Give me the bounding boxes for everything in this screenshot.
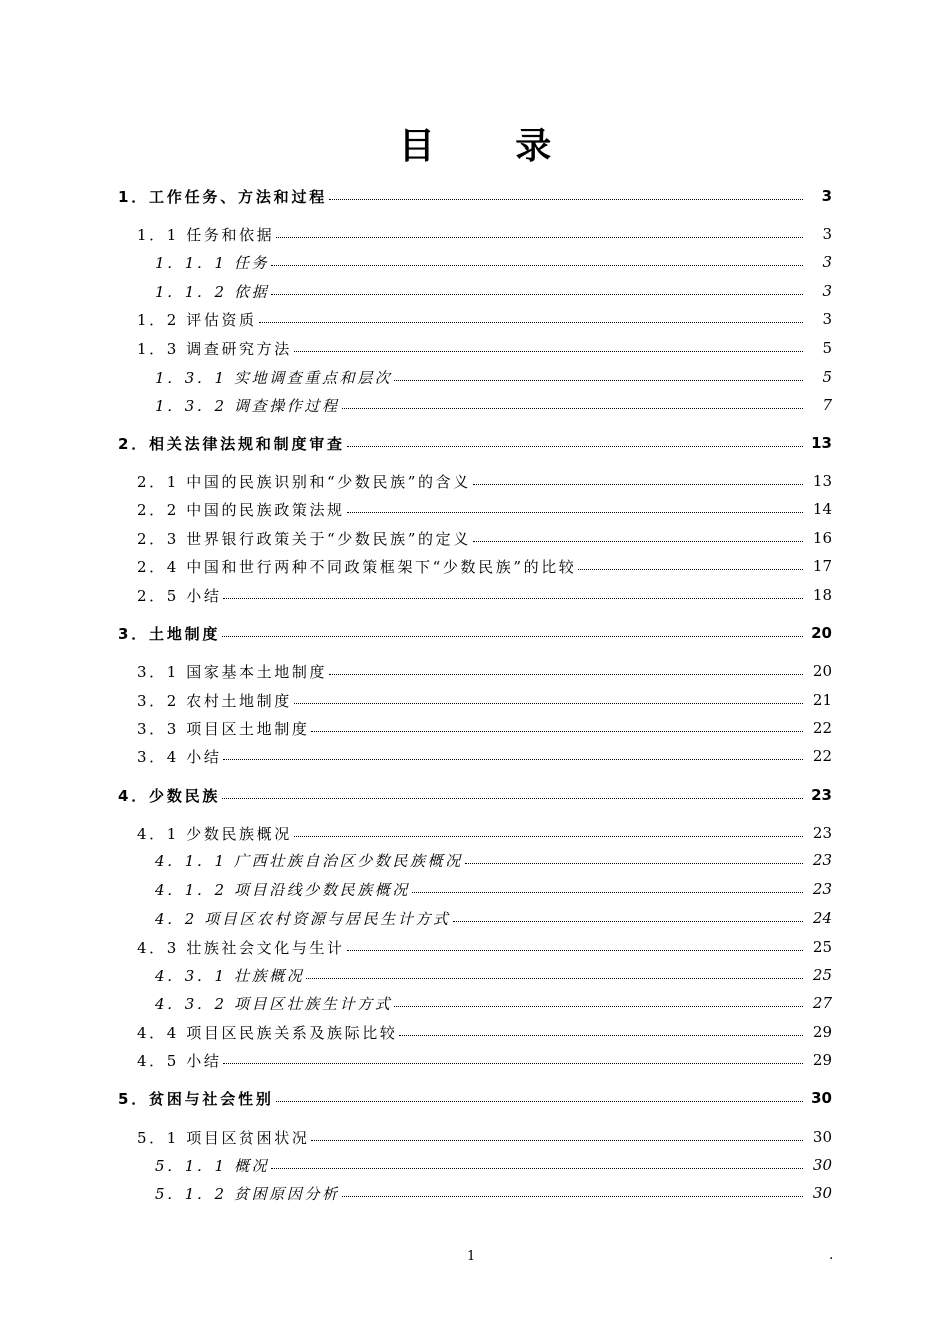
toc-entry[interactable] bbox=[0, 1049, 950, 1071]
toc-entry[interactable] bbox=[0, 1087, 950, 1109]
toc-entry-title: 4．2 项目区农村资源与居民生计方式 bbox=[155, 909, 451, 928]
toc-entry-title: 3．土地制度 bbox=[118, 624, 221, 643]
toc-entry-page: 3 bbox=[822, 282, 832, 300]
toc-entry[interactable] bbox=[0, 432, 950, 454]
toc-entry-title: 3．1 国家基本土地制度 bbox=[137, 662, 328, 681]
page-title: 目 录 bbox=[398, 126, 586, 167]
toc-dot-leader bbox=[412, 892, 803, 893]
toc-entry-title: 3．3 项目区土地制度 bbox=[137, 719, 310, 738]
toc-entry[interactable] bbox=[0, 470, 950, 492]
toc-entry-page: 17 bbox=[812, 557, 832, 575]
toc-entry-page: 5 bbox=[822, 339, 832, 357]
toc-entry[interactable] bbox=[0, 1182, 950, 1204]
toc-entry[interactable] bbox=[0, 745, 950, 767]
toc-entry[interactable] bbox=[0, 527, 950, 549]
toc-dot-leader bbox=[222, 798, 803, 799]
toc-dot-leader bbox=[223, 1063, 803, 1064]
toc-entry-title: 5．1 项目区贫困状况 bbox=[137, 1128, 310, 1147]
toc-entry-title: 1．工作任务、方法和过程 bbox=[118, 187, 328, 206]
toc-entry-page: 16 bbox=[812, 529, 832, 547]
toc-dot-leader bbox=[276, 1101, 803, 1102]
toc-dot-leader bbox=[271, 1168, 803, 1169]
toc-entry[interactable] bbox=[0, 936, 950, 958]
toc-dot-leader bbox=[223, 598, 803, 599]
toc-entry-page: 14 bbox=[812, 500, 832, 518]
toc-entry-page: 20 bbox=[811, 624, 832, 642]
toc-entry-title: 3．2 农村土地制度 bbox=[137, 691, 292, 710]
toc-entry[interactable] bbox=[0, 784, 950, 806]
toc-entry-title: 2．3 世界银行政策关于“少数民族”的定义 bbox=[137, 529, 471, 548]
toc-dot-leader bbox=[329, 199, 803, 200]
toc-entry[interactable] bbox=[0, 622, 950, 644]
toc-entry-page: 18 bbox=[812, 586, 832, 604]
toc-dot-leader bbox=[223, 759, 803, 760]
toc-entry-page: 22 bbox=[812, 719, 832, 737]
toc-entry-title: 4．3．1 壮族概况 bbox=[155, 966, 305, 985]
toc-entry-title: 4．4 项目区民族关系及族际比较 bbox=[137, 1023, 398, 1042]
toc-dot-leader bbox=[294, 351, 803, 352]
toc-entry-title: 2．5 小结 bbox=[137, 586, 222, 605]
toc-dot-leader bbox=[394, 380, 803, 381]
toc-entry-page: 29 bbox=[812, 1051, 832, 1069]
toc-dot-leader bbox=[222, 636, 803, 637]
toc-entry-page: 23 bbox=[812, 851, 832, 869]
toc-entry-title: 4．5 小结 bbox=[137, 1051, 222, 1070]
toc-entry-title: 5．1．1 概况 bbox=[155, 1156, 270, 1175]
toc-entry[interactable] bbox=[0, 689, 950, 711]
toc-entry[interactable] bbox=[0, 717, 950, 739]
toc-entry-page: 25 bbox=[812, 966, 832, 984]
toc-dot-leader bbox=[347, 950, 803, 951]
toc-entry-page: 5 bbox=[822, 368, 832, 386]
toc-dot-leader bbox=[306, 978, 803, 979]
toc-dot-leader bbox=[473, 484, 803, 485]
toc-entry-page: 13 bbox=[811, 434, 832, 452]
toc-entry[interactable] bbox=[0, 849, 950, 871]
toc-entry-title: 1．1 任务和依据 bbox=[137, 225, 275, 244]
toc-entry[interactable] bbox=[0, 1021, 950, 1043]
toc-entry[interactable] bbox=[0, 498, 950, 520]
toc-dot-leader bbox=[342, 1196, 803, 1197]
toc-entry[interactable] bbox=[0, 660, 950, 682]
toc-entry-page: 3 bbox=[822, 253, 832, 271]
toc-entry[interactable] bbox=[0, 1126, 950, 1148]
toc-dot-leader bbox=[259, 322, 803, 323]
toc-entry-page: 30 bbox=[812, 1156, 832, 1174]
toc-entry-title: 4．3．2 项目区壮族生计方式 bbox=[155, 994, 393, 1013]
toc-dot-leader bbox=[329, 674, 803, 675]
toc-entry[interactable] bbox=[0, 251, 950, 273]
toc-dot-leader bbox=[294, 703, 803, 704]
toc-dot-leader bbox=[294, 836, 803, 837]
toc-entry[interactable] bbox=[0, 964, 950, 986]
toc-entry-title: 1．3．2 调查操作过程 bbox=[155, 396, 340, 415]
toc-entry[interactable] bbox=[0, 584, 950, 606]
toc-entry-title: 1．2 评估资质 bbox=[137, 310, 257, 329]
toc-dot-leader bbox=[578, 569, 803, 570]
toc-entry-title: 4．3 壮族社会文化与生计 bbox=[137, 938, 345, 957]
toc-entry-page: 23 bbox=[811, 786, 832, 804]
toc-entry-page: 20 bbox=[812, 662, 832, 680]
toc-dot-leader bbox=[271, 265, 803, 266]
toc-entry[interactable] bbox=[0, 185, 950, 207]
toc-entry-title: 4．1．2 项目沿线少数民族概况 bbox=[155, 880, 410, 899]
toc-entry[interactable] bbox=[0, 878, 950, 900]
toc-entry-title: 1．3 调查研究方法 bbox=[137, 339, 292, 358]
toc-entry-page: 3 bbox=[821, 187, 832, 205]
toc-entry[interactable] bbox=[0, 1154, 950, 1176]
toc-dot-leader bbox=[347, 512, 803, 513]
toc-dot-leader bbox=[311, 1140, 803, 1141]
footer-mark: . bbox=[829, 1247, 834, 1263]
toc-entry-page: 24 bbox=[812, 909, 832, 927]
toc-entry-title: 2．相关法律法规和制度审查 bbox=[118, 434, 345, 453]
toc-entry-page: 25 bbox=[812, 938, 832, 956]
toc-entry-title: 1．1．1 任务 bbox=[155, 253, 270, 272]
toc-entry-title: 4．少数民族 bbox=[118, 786, 221, 805]
toc-entry[interactable] bbox=[0, 366, 950, 388]
toc-entry-page: 23 bbox=[812, 880, 832, 898]
toc-dot-leader bbox=[399, 1035, 803, 1036]
toc-entry-page: 13 bbox=[812, 472, 832, 490]
toc-entry[interactable] bbox=[0, 822, 950, 844]
toc-entry-page: 30 bbox=[812, 1184, 832, 1202]
toc-entry-title: 2．4 中国和世行两种不同政策框架下“少数民族”的比较 bbox=[137, 557, 577, 576]
toc-entry-title: 5．1．2 贫困原因分析 bbox=[155, 1184, 340, 1203]
toc-dot-leader bbox=[465, 863, 803, 864]
toc-dot-leader bbox=[311, 731, 803, 732]
toc-entry-page: 21 bbox=[812, 691, 832, 709]
toc-entry-page: 3 bbox=[822, 225, 832, 243]
toc-entry-page: 29 bbox=[812, 1023, 832, 1041]
toc-entry-page: 30 bbox=[811, 1089, 832, 1107]
toc-entry-page: 27 bbox=[812, 994, 832, 1012]
toc-entry[interactable] bbox=[0, 337, 950, 359]
toc-entry[interactable] bbox=[0, 555, 950, 577]
toc-entry-page: 23 bbox=[812, 824, 832, 842]
toc-dot-leader bbox=[473, 541, 803, 542]
toc-entry[interactable] bbox=[0, 394, 950, 416]
toc-dot-leader bbox=[271, 294, 803, 295]
toc-entry[interactable] bbox=[0, 992, 950, 1014]
toc-entry-title: 2．2 中国的民族政策法规 bbox=[137, 500, 345, 519]
toc-entry-title: 1．1．2 依据 bbox=[155, 282, 270, 301]
toc-dot-leader bbox=[347, 446, 803, 447]
toc-dot-leader bbox=[453, 921, 803, 922]
toc-entry-page: 30 bbox=[812, 1128, 832, 1146]
toc-entry[interactable] bbox=[0, 907, 950, 929]
toc-dot-leader bbox=[394, 1006, 803, 1007]
toc-dot-leader bbox=[342, 408, 803, 409]
toc-entry-title: 2．1 中国的民族识别和“少数民族”的含义 bbox=[137, 472, 471, 491]
footer-page-number: 1 bbox=[467, 1249, 476, 1264]
toc-entry[interactable] bbox=[0, 280, 950, 302]
toc-entry[interactable] bbox=[0, 308, 950, 330]
toc-entry-page: 22 bbox=[812, 747, 832, 765]
toc-entry-title: 5．贫困与社会性别 bbox=[118, 1089, 274, 1108]
toc-entry-title: 3．4 小结 bbox=[137, 747, 222, 766]
toc-entry-title: 1．3．1 实地调查重点和层次 bbox=[155, 368, 393, 387]
toc-entry-title: 4．1 少数民族概况 bbox=[137, 824, 292, 843]
toc-entry[interactable] bbox=[0, 223, 950, 245]
toc-entry-page: 3 bbox=[822, 310, 832, 328]
toc-entry-page: 7 bbox=[822, 396, 832, 414]
toc-dot-leader bbox=[276, 237, 803, 238]
toc-entry-title: 4．1．1 广西壮族自治区少数民族概况 bbox=[155, 851, 463, 870]
